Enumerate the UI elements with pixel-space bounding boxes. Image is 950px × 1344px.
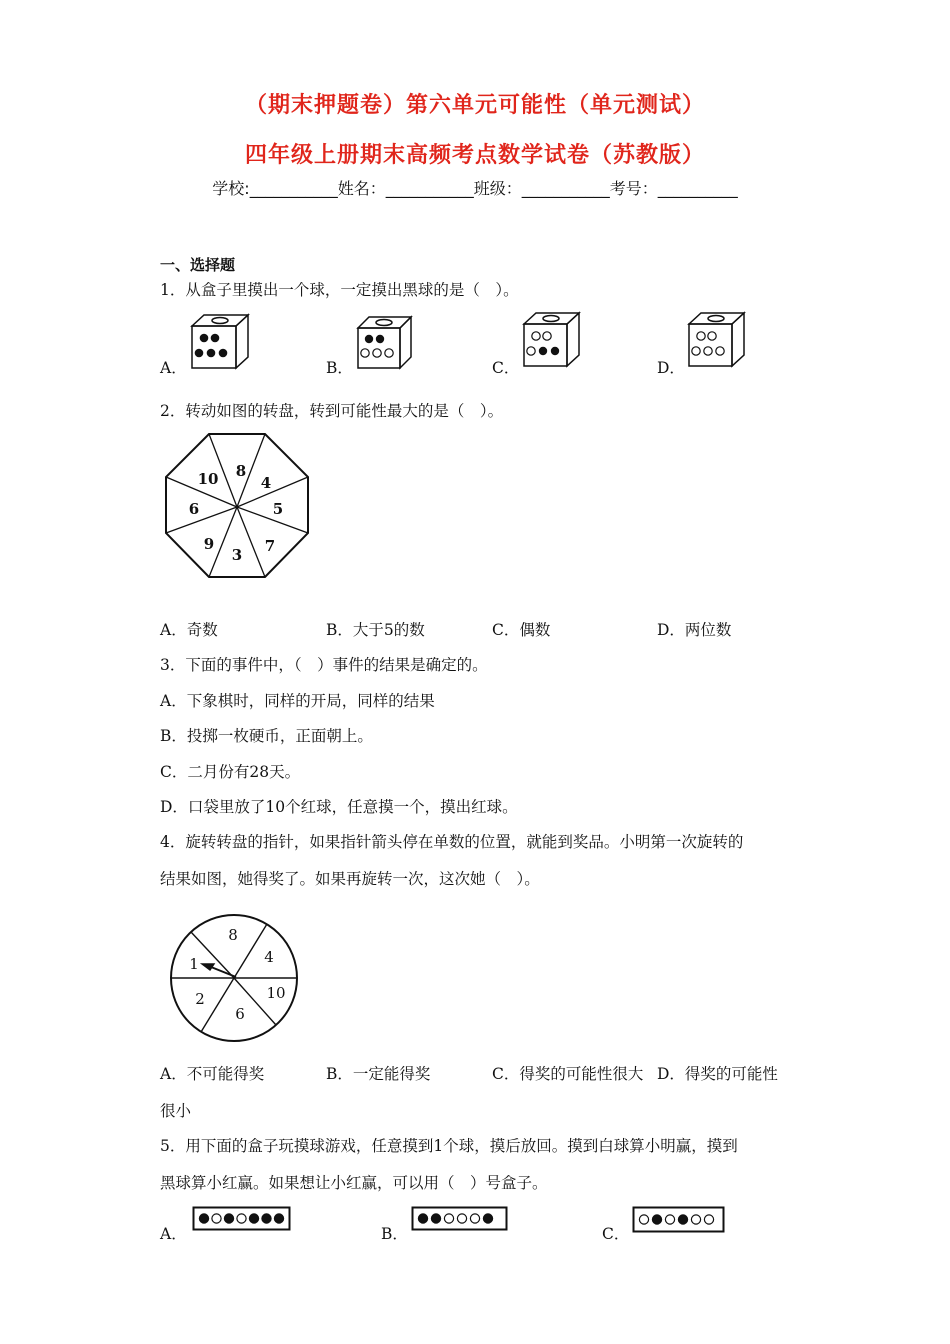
spinner-number-7: 7 (264, 537, 276, 555)
q2-option-d: D．两位数 (657, 621, 732, 639)
spinner-number-5: 5 (272, 500, 284, 518)
q4-stem-line-2: 结果如图，她得奖了。如果再旋转一次，这次她（ ）。 (160, 870, 540, 888)
q1-box-a-figure (190, 312, 252, 370)
q1-option-d-label: D． (657, 359, 685, 377)
q4-option-c: C．得奖的可能性很大 (492, 1065, 644, 1083)
wheel-number-6: 6 (235, 1005, 245, 1023)
q4-option-d-wrap: 很小 (160, 1102, 192, 1120)
title-line-1: （期末押题卷）第六单元可能性（单元测试） (244, 93, 705, 118)
q1-box-b-figure (356, 314, 414, 370)
q1-option-a-label: A． (160, 359, 187, 377)
title-line-2: 四年级上册期末高频考点数学试卷（苏教版） (244, 143, 705, 168)
q3-option-b: B．投掷一枚硬币，正面朝上。 (160, 727, 373, 745)
q4-round-spinner (168, 912, 300, 1044)
wheel-number-8: 8 (228, 926, 238, 944)
student-info-line: 学校:___________姓名：___________班级：___________考号：__________ (212, 179, 738, 198)
q1-option-b-label: B． (326, 359, 353, 377)
q2-stem: 2．转动如图的转盘，转到可能性最大的是（ ）。 (160, 402, 504, 420)
section-title: 一、选择题 (160, 256, 236, 274)
q1-box-c-figure (522, 310, 582, 368)
wheel-number-1: 1 (189, 955, 199, 973)
q4-stem-line-1: 4．旋转转盘的指针，如果指针箭头停在单数的位置，就能到奖品。小明第一次旋转的 (160, 833, 744, 851)
q1-stem: 1．从盒子里摸出一个球，一定摸出黑球的是（ ）。 (160, 281, 519, 299)
q2-option-a: A．奇数 (160, 621, 218, 639)
q5-box-c-figure (632, 1206, 726, 1234)
wheel-number-10: 10 (266, 984, 286, 1002)
q3-stem: 3．下面的事件中，（ ）事件的结果是确定的。 (160, 656, 488, 674)
q5-box-a-figure (192, 1206, 292, 1232)
wheel-number-2: 2 (195, 990, 205, 1008)
q3-option-c: C．二月份有28天。 (160, 763, 301, 781)
q5-box-b-figure (411, 1206, 509, 1232)
spinner-number-8: 8 (235, 462, 247, 480)
q5-option-b-label: B． (381, 1225, 408, 1243)
q5-option-c-label: C． (602, 1225, 630, 1243)
q4-option-a: A．不可能得奖 (160, 1065, 265, 1083)
q4-option-d: D．得奖的可能性 (657, 1065, 778, 1083)
q2-octagon-spinner (162, 430, 312, 582)
spinner-number-4: 4 (260, 474, 272, 492)
q5-option-a-label: A． (160, 1225, 187, 1243)
q2-option-c: C．偶数 (492, 621, 551, 639)
q4-option-b: B．一定能得奖 (326, 1065, 431, 1083)
wheel-number-4: 4 (264, 948, 274, 966)
spinner-number-6: 6 (188, 500, 200, 518)
q2-option-b: B．大于5的数 (326, 621, 425, 639)
q1-box-d-figure (687, 310, 747, 368)
spinner-number-3: 3 (231, 546, 243, 564)
q5-stem-line-1: 5．用下面的盒子玩摸球游戏，任意摸到1个球，摸后放回。摸到白球算小明赢，摸到 (160, 1137, 738, 1155)
q5-stem-line-2: 黑球算小红赢。如果想让小红赢，可以用（ ）号盒子。 (160, 1174, 548, 1192)
spinner-number-10: 10 (197, 470, 219, 488)
spinner-number-9: 9 (203, 535, 215, 553)
q3-option-d: D．口袋里放了10个红球，任意摸一个，摸出红球。 (160, 798, 518, 816)
q3-option-a: A．下象棋时，同样的开局，同样的结果 (160, 692, 435, 710)
q1-option-c-label: C． (492, 359, 520, 377)
